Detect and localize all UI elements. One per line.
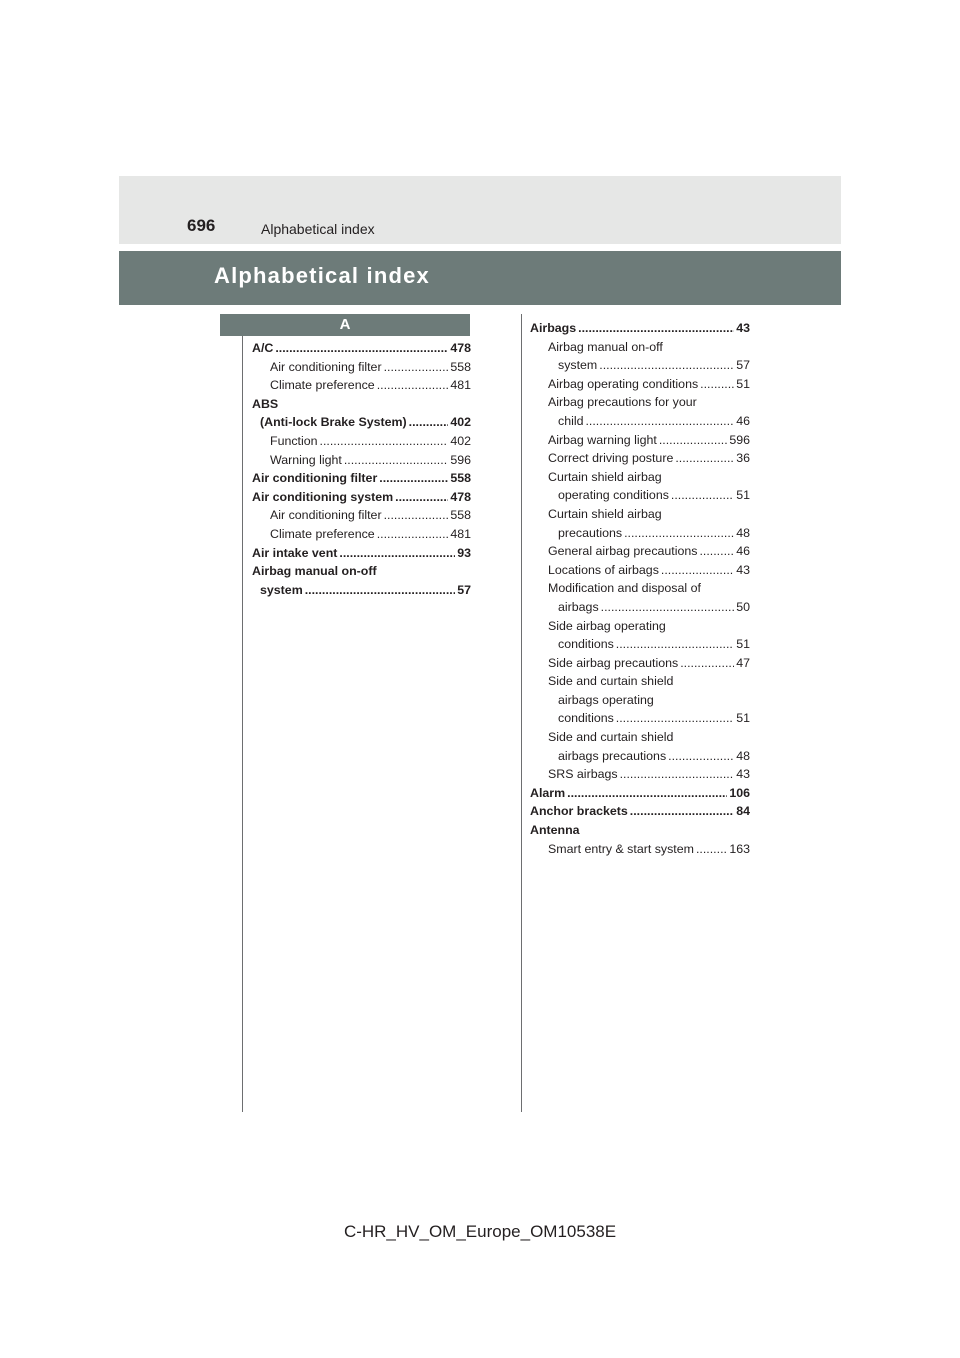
dot-leader	[616, 635, 734, 654]
index-entry	[530, 356, 750, 375]
dot-leader	[585, 412, 734, 431]
page-title: Alphabetical index	[214, 263, 430, 288]
index-entry-page: 481	[450, 378, 471, 393]
index-entry-label: (Anti-lock Brake System)	[260, 415, 407, 430]
index-entry	[530, 821, 750, 840]
index-entry-page: 402	[450, 433, 471, 448]
index-entry	[530, 635, 750, 654]
index-entry	[252, 451, 471, 470]
index-entry	[530, 412, 750, 431]
index-entry-label: Climate preference	[270, 526, 375, 541]
index-entry	[252, 562, 471, 581]
index-entry-label: Air conditioning filter	[252, 471, 378, 486]
dot-leader	[680, 654, 734, 673]
dot-leader	[599, 356, 734, 375]
index-entry-label: SRS airbags	[548, 767, 618, 782]
index-entry-label: Correct driving posture	[548, 451, 674, 466]
document-code: C-HR_HV_OM_Europe_OM10538E	[343, 1222, 617, 1241]
index-entry-page: 163	[729, 841, 750, 856]
dot-leader	[377, 376, 449, 395]
index-entry	[530, 524, 750, 543]
dot-leader	[395, 488, 448, 507]
index-entry-label: conditions	[558, 637, 614, 652]
index-entry	[252, 469, 471, 488]
dot-leader	[344, 451, 448, 470]
index-entry-page: 478	[450, 489, 471, 504]
running-header-title: Alphabetical index	[261, 221, 375, 237]
index-entry-label: ABS	[252, 396, 279, 411]
index-entry-label: Airbag warning light	[548, 432, 657, 447]
index-entry-label: Air conditioning system	[252, 489, 394, 504]
dot-leader	[567, 784, 727, 803]
dot-leader	[384, 358, 449, 377]
index-entry	[252, 358, 471, 377]
index-entry	[530, 486, 750, 505]
index-entry	[252, 339, 471, 358]
index-entry-page: 596	[729, 432, 750, 447]
index-entry	[252, 581, 471, 600]
index-entry	[530, 747, 750, 766]
index-entry-page: 47	[736, 655, 750, 670]
index-entry-label: precautions	[558, 525, 623, 540]
index-entry-page: 481	[450, 526, 471, 541]
page-number: 696	[187, 216, 216, 235]
index-entry	[530, 393, 750, 412]
letter-heading: A	[220, 314, 470, 336]
dot-leader	[624, 524, 734, 543]
index-entry-page: 558	[450, 471, 471, 486]
index-entry-label: system	[558, 358, 598, 373]
index-entry	[530, 617, 750, 636]
index-entry-label: airbags	[558, 599, 599, 614]
index-entry-page: 46	[736, 544, 750, 559]
index-entry	[530, 579, 750, 598]
dot-leader	[379, 469, 448, 488]
index-entry-label: operating conditions	[558, 488, 669, 503]
index-entry	[530, 542, 750, 561]
dot-leader	[668, 747, 734, 766]
index-entry	[530, 709, 750, 728]
index-entry-label: Air conditioning filter	[270, 508, 382, 523]
index-entry-label: Airbags	[530, 321, 577, 335]
index-entry-label: Function	[270, 433, 318, 448]
index-entry-label: airbags precautions	[558, 748, 667, 763]
index-entry	[530, 468, 750, 487]
index-entry-page: 43	[736, 321, 750, 335]
index-entry	[530, 765, 750, 784]
index-entry-label: Modification and disposal of	[548, 581, 701, 596]
index-entry	[530, 840, 750, 859]
dot-leader	[578, 319, 734, 338]
dot-leader	[700, 375, 734, 394]
index-entry-label: Anchor brackets	[530, 804, 628, 819]
index-entry	[530, 431, 750, 450]
dot-leader	[630, 802, 734, 821]
index-entry	[530, 598, 750, 617]
index-entry	[252, 395, 471, 414]
dot-leader	[377, 525, 449, 544]
index-entry-label: Curtain shield airbag	[548, 469, 662, 484]
index-entry-label: Airbag operating conditions	[548, 376, 699, 391]
dot-leader	[620, 765, 735, 784]
index-entry-page: 84	[736, 804, 750, 819]
index-entry	[530, 338, 750, 357]
dot-leader	[384, 506, 449, 525]
index-entry-label: Warning light	[270, 452, 342, 467]
index-entry-page: 478	[450, 341, 471, 355]
dot-leader	[675, 449, 734, 468]
index-entry-label: Climate preference	[270, 378, 375, 393]
index-entry-page: 50	[736, 599, 750, 614]
index-entry-label: Locations of airbags	[548, 562, 659, 577]
index-entry	[252, 525, 471, 544]
index-entry-page: 596	[450, 452, 471, 467]
index-entry-page: 51	[736, 637, 750, 652]
index-entry-page: 93	[457, 545, 471, 560]
index-entry	[252, 432, 471, 451]
index-entry	[530, 319, 750, 338]
column-divider-left	[242, 314, 243, 1112]
index-entry-label: Air intake vent	[252, 545, 338, 560]
index-entry-label: Curtain shield airbag	[548, 506, 662, 521]
index-entry-label: Airbag precautions for your	[548, 395, 697, 410]
index-entry-page: 402	[450, 415, 471, 430]
dot-leader	[659, 431, 727, 450]
index-entry	[252, 544, 471, 563]
index-entry-page: 46	[736, 413, 750, 428]
index-entry	[252, 376, 471, 395]
dot-leader	[305, 581, 455, 600]
index-entry	[530, 561, 750, 580]
index-entry-page: 51	[736, 711, 750, 726]
index-entry-label: airbags operating	[558, 692, 654, 707]
index-column-left	[252, 339, 471, 599]
index-entry-page: 48	[736, 748, 750, 763]
index-entry	[530, 375, 750, 394]
index-entry-page: 43	[736, 767, 750, 782]
index-entry	[530, 449, 750, 468]
index-entry-label: Side airbag operating	[548, 618, 666, 633]
index-entry-label: A/C	[252, 341, 274, 355]
index-entry-page: 558	[450, 359, 471, 374]
index-entry-page: 48	[736, 525, 750, 540]
index-entry-label: General airbag precautions	[548, 544, 698, 559]
index-entry	[252, 413, 471, 432]
index-entry-label: Air conditioning filter	[270, 359, 382, 374]
index-entry-label: Antenna	[530, 823, 580, 838]
index-entry-page: 43	[736, 562, 750, 577]
index-entry	[252, 488, 471, 507]
index-entry-label: Airbag manual on-off	[548, 339, 663, 354]
dot-leader	[616, 709, 734, 728]
index-entry-label: conditions	[558, 711, 614, 726]
index-entry-page: 558	[450, 508, 471, 523]
dot-leader	[339, 544, 455, 563]
index-entry-label: Side and curtain shield	[548, 674, 674, 689]
index-entry-page: 106	[729, 785, 750, 800]
dot-leader	[409, 413, 449, 432]
dot-leader	[696, 840, 727, 859]
column-divider-right	[521, 314, 522, 1112]
dot-leader	[320, 432, 449, 451]
index-entry-label: Alarm	[530, 785, 566, 800]
dot-leader	[275, 339, 448, 358]
index-entry-label: child	[558, 413, 584, 428]
index-entry-page: 36	[736, 451, 750, 466]
index-entry-label: Smart entry & start system	[548, 841, 694, 856]
index-entry-label: Side and curtain shield	[548, 730, 674, 745]
index-entry	[530, 672, 750, 691]
index-entry	[530, 728, 750, 747]
index-entry	[530, 691, 750, 710]
index-entry	[530, 654, 750, 673]
dot-leader	[671, 486, 734, 505]
index-entry	[530, 802, 750, 821]
dot-leader	[601, 598, 735, 617]
index-entry-page: 51	[736, 488, 750, 503]
dot-leader	[661, 561, 734, 580]
index-entry-label: Side airbag precautions	[548, 655, 679, 670]
index-entry	[530, 505, 750, 524]
index-entry-page: 57	[736, 358, 750, 373]
index-entry-label: system	[260, 582, 303, 597]
index-entry-label: Airbag manual on-off	[252, 564, 377, 579]
dot-leader	[699, 542, 734, 561]
index-entry-page: 51	[736, 376, 750, 391]
index-entry	[252, 506, 471, 525]
index-column-right	[530, 319, 750, 858]
header-band	[119, 176, 841, 244]
index-entry	[530, 784, 750, 803]
index-entry-page: 57	[457, 582, 471, 597]
